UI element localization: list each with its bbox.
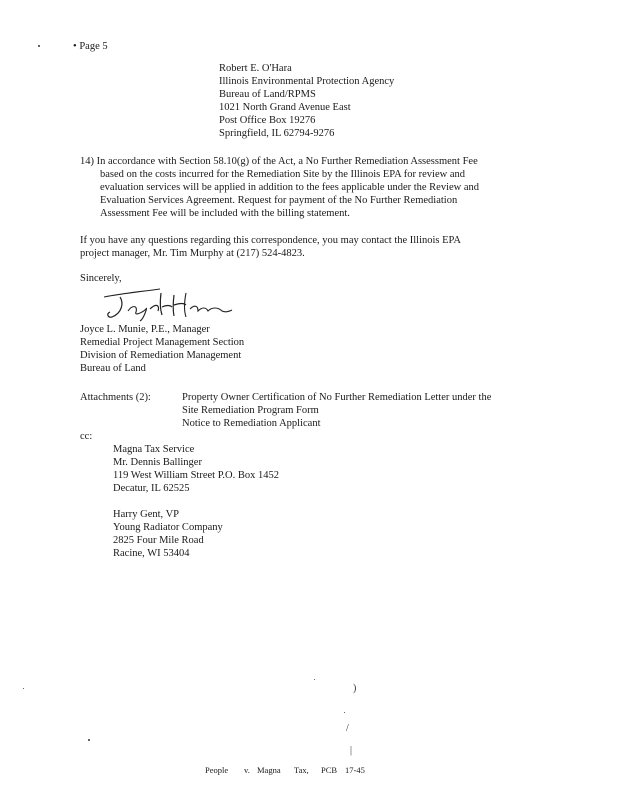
paragraph-line: If you have any questions regarding this correspondence, you may contact the Illinois EPA [80, 235, 462, 246]
signatory-line: Joyce L. Munie, P.E., Manager [80, 324, 210, 335]
attachment-item: Notice to Remediation Applicant [182, 418, 321, 429]
bullet-mark: • [73, 41, 80, 52]
cc-line: Decatur, IL 62525 [113, 483, 190, 494]
scan-mark: ) [353, 683, 357, 694]
cc-label: cc: [80, 431, 93, 442]
paragraph-line: evaluation services will be applied in addition to the fees applicable under the Review and [100, 182, 480, 193]
attachments-label: Attachments (2): [80, 392, 151, 403]
paragraph-line: Evaluation Services Agreement. Request for payment of the No Further Remediation [100, 195, 458, 206]
scan-speck [38, 45, 40, 47]
paragraph-line: project manager, Mr. Tim Murphy at (217) 524-4823. [80, 248, 305, 259]
salutation: Sincerely, [80, 273, 122, 284]
cc-line: Magna Tax Service [113, 444, 195, 455]
addressee-line: Robert E. O'Hara [219, 63, 292, 74]
paragraph-14 [80, 155, 479, 220]
cc-line: 2825 Four Mile Road [113, 535, 204, 546]
signatory-line: Bureau of Land [80, 363, 146, 374]
cc-recipient-2 [113, 508, 223, 560]
scan-speck [88, 739, 90, 741]
attachment-item: Site Remediation Program Form [182, 405, 319, 416]
scan-speck [23, 688, 24, 689]
addressee-block [219, 62, 394, 140]
addressee-line: Bureau of Land/RPMS [219, 89, 316, 100]
footer-word: Tax, [294, 765, 309, 775]
footer-word: PCB [321, 765, 338, 775]
footer-word: 17-45 [345, 765, 365, 775]
handwritten-signature [98, 283, 238, 323]
page-number: Page 5 [79, 41, 108, 52]
attachment-item: Property Owner Certification of No Further Remediation Letter under the [182, 392, 492, 403]
addressee-line: Springfield, IL 62794-9276 [219, 128, 335, 139]
attachments-list [182, 391, 491, 430]
signatory-line: Remedial Project Management Section [80, 337, 245, 348]
footer-word: v. [244, 765, 250, 775]
cc-line: Young Radiator Company [113, 522, 223, 533]
addressee-line: Post Office Box 19276 [219, 115, 316, 126]
scan-mark: | [350, 745, 353, 756]
scan-mark: / [346, 723, 349, 734]
paragraph-line: Assessment Fee will be included with the billing statement. [100, 208, 350, 219]
page-label [73, 40, 108, 53]
footer-word: People [205, 765, 229, 775]
paragraph-line: based on the costs incurred for the Remediation Site by the Illinois EPA for review and [100, 169, 465, 180]
scan-speck [314, 679, 315, 680]
paragraph-line: 14) In accordance with Section 58.10(g) of the Act, a No Further Remediation Assessment Fee [80, 156, 478, 167]
cc-line: Racine, WI 53404 [113, 548, 190, 559]
cc-line: 119 West William Street P.O. Box 1452 [113, 470, 279, 481]
signatory-block [80, 323, 244, 375]
scan-speck [344, 712, 345, 713]
questions-paragraph [80, 234, 461, 260]
footer-word: Magna [257, 765, 281, 775]
addressee-line: 1021 North Grand Avenue East [219, 102, 351, 113]
cc-line: Harry Gent, VP [113, 509, 180, 520]
cc-recipient-1 [113, 443, 279, 495]
addressee-line: Illinois Environmental Protection Agency [219, 76, 395, 87]
signatory-line: Division of Remediation Management [80, 350, 242, 361]
cc-line: Mr. Dennis Ballinger [113, 457, 202, 468]
